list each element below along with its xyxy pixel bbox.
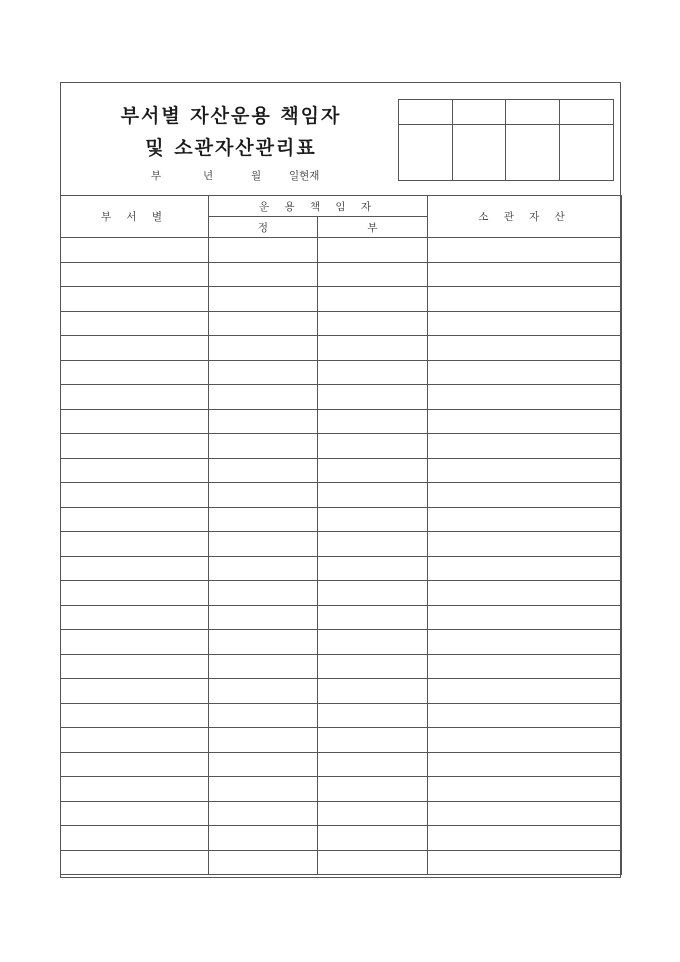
cell-deputy[interactable] [318,434,428,459]
header-deputy: 부 [318,217,428,238]
cell-deputy[interactable] [318,581,428,606]
cell-assets[interactable] [428,385,622,410]
cell-department[interactable] [61,752,209,777]
cell-primary[interactable] [209,409,318,434]
cell-deputy[interactable] [318,679,428,704]
cell-deputy[interactable] [318,703,428,728]
cell-deputy[interactable] [318,556,428,581]
cell-deputy[interactable] [318,850,428,875]
cell-primary[interactable] [209,507,318,532]
cell-primary[interactable] [209,826,318,851]
cell-department[interactable] [61,311,209,336]
cell-assets[interactable] [428,850,622,875]
cell-deputy[interactable] [318,507,428,532]
cell-department[interactable] [61,507,209,532]
cell-assets[interactable] [428,728,622,753]
header-assets: 소 관 자 산 [428,196,622,238]
cell-department[interactable] [61,777,209,802]
cell-deputy[interactable] [318,630,428,655]
cell-assets[interactable] [428,679,622,704]
table-row [61,385,622,410]
table-row [61,287,622,312]
table-row [61,630,622,655]
table-row [61,336,622,361]
table-row [61,826,622,851]
cell-department[interactable] [61,532,209,557]
cell-assets[interactable] [428,532,622,557]
cell-primary[interactable] [209,434,318,459]
cell-assets[interactable] [428,703,622,728]
cell-assets[interactable] [428,287,622,312]
cell-department[interactable] [61,703,209,728]
cell-primary[interactable] [209,752,318,777]
cell-primary[interactable] [209,385,318,410]
cell-primary[interactable] [209,777,318,802]
table-body [61,238,622,875]
header-responsible: 운 용 책 임 자 [209,196,428,217]
table-row [61,311,622,336]
cell-assets[interactable] [428,458,622,483]
cell-primary[interactable] [209,556,318,581]
cell-department[interactable] [61,336,209,361]
cell-assets[interactable] [428,409,622,434]
cell-department[interactable] [61,287,209,312]
approval-header-cell [399,100,453,125]
table-row [61,850,622,875]
table-row [61,679,622,704]
table-row [61,262,622,287]
cell-department[interactable] [61,679,209,704]
cell-department[interactable] [61,850,209,875]
cell-assets[interactable] [428,483,622,508]
asset-table [60,195,622,875]
table-row [61,458,622,483]
cell-department[interactable] [61,801,209,826]
approval-sign-cell[interactable] [453,125,507,180]
cell-assets[interactable] [428,360,622,385]
cell-primary[interactable] [209,336,318,361]
cell-assets[interactable] [428,581,622,606]
cell-primary[interactable] [209,262,318,287]
cell-primary[interactable] [209,458,318,483]
cell-primary[interactable] [209,238,318,263]
cell-department[interactable] [61,728,209,753]
cell-deputy[interactable] [318,605,428,630]
cell-department[interactable] [61,360,209,385]
cell-primary[interactable] [209,728,318,753]
cell-deputy[interactable] [318,409,428,434]
cell-deputy[interactable] [318,752,428,777]
date-dept-label: 부 [151,170,162,182]
table-row [61,801,622,826]
cell-assets[interactable] [428,605,622,630]
cell-primary[interactable] [209,801,318,826]
approval-sign-cell[interactable] [560,125,614,180]
asset-management-form [60,82,621,878]
cell-deputy[interactable] [318,385,428,410]
table-row [61,434,622,459]
cell-department[interactable] [61,262,209,287]
cell-assets[interactable] [428,801,622,826]
cell-department[interactable] [61,458,209,483]
cell-deputy[interactable] [318,728,428,753]
cell-assets[interactable] [428,826,622,851]
approval-header-cell [453,100,507,125]
cell-assets[interactable] [428,311,622,336]
cell-assets[interactable] [428,556,622,581]
cell-assets[interactable] [428,654,622,679]
cell-primary[interactable] [209,532,318,557]
table-row [61,581,622,606]
cell-assets[interactable] [428,507,622,532]
table-row [61,605,622,630]
table-row [61,752,622,777]
cell-primary[interactable] [209,703,318,728]
cell-department[interactable] [61,581,209,606]
cell-deputy[interactable] [318,826,428,851]
cell-deputy[interactable] [318,483,428,508]
approval-header-cell [506,100,560,125]
cell-primary[interactable] [209,654,318,679]
cell-primary[interactable] [209,679,318,704]
cell-department[interactable] [61,556,209,581]
header-department: 부 서 별 [61,196,209,238]
cell-primary[interactable] [209,311,318,336]
approval-signature-box [398,99,614,181]
date-day-label: 일현재 [289,170,320,182]
table-row [61,532,622,557]
cell-deputy[interactable] [318,287,428,312]
cell-assets[interactable] [428,777,622,802]
cell-primary[interactable] [209,360,318,385]
cell-department[interactable] [61,630,209,655]
table-row [61,777,622,802]
cell-primary[interactable] [209,581,318,606]
cell-deputy[interactable] [318,238,428,263]
cell-primary[interactable] [209,630,318,655]
approval-header-cell [560,100,614,125]
approval-sign-cell[interactable] [506,125,560,180]
cell-department[interactable] [61,483,209,508]
table-row [61,507,622,532]
cell-department[interactable] [61,238,209,263]
cell-department[interactable] [61,385,209,410]
cell-department[interactable] [61,409,209,434]
cell-department[interactable] [61,434,209,459]
cell-primary[interactable] [209,287,318,312]
header-primary: 정 [209,217,318,238]
cell-assets[interactable] [428,238,622,263]
cell-primary[interactable] [209,483,318,508]
table-row [61,556,622,581]
table-row [61,654,622,679]
cell-department[interactable] [61,605,209,630]
cell-department[interactable] [61,654,209,679]
table-row [61,360,622,385]
cell-deputy[interactable] [318,360,428,385]
cell-deputy[interactable] [318,458,428,483]
cell-deputy[interactable] [318,262,428,287]
cell-deputy[interactable] [318,336,428,361]
cell-deputy[interactable] [318,654,428,679]
cell-department[interactable] [61,826,209,851]
table-row [61,409,622,434]
cell-assets[interactable] [428,262,622,287]
table-row [61,238,622,263]
cell-primary[interactable] [209,850,318,875]
cell-primary[interactable] [209,605,318,630]
cell-assets[interactable] [428,752,622,777]
date-month-label: 월 [251,170,262,182]
cell-assets[interactable] [428,630,622,655]
cell-deputy[interactable] [318,801,428,826]
cell-deputy[interactable] [318,777,428,802]
form-title-line-1: 부서별 자산운용 책임자 [120,105,342,127]
cell-assets[interactable] [428,336,622,361]
table-row [61,703,622,728]
cell-deputy[interactable] [318,532,428,557]
cell-assets[interactable] [428,434,622,459]
form-title-line-2: 및 소관자산관리표 [145,137,317,159]
cell-deputy[interactable] [318,311,428,336]
date-year-label: 년 [203,170,214,182]
approval-sign-cell[interactable] [399,125,453,180]
table-row [61,483,622,508]
table-row [61,728,622,753]
